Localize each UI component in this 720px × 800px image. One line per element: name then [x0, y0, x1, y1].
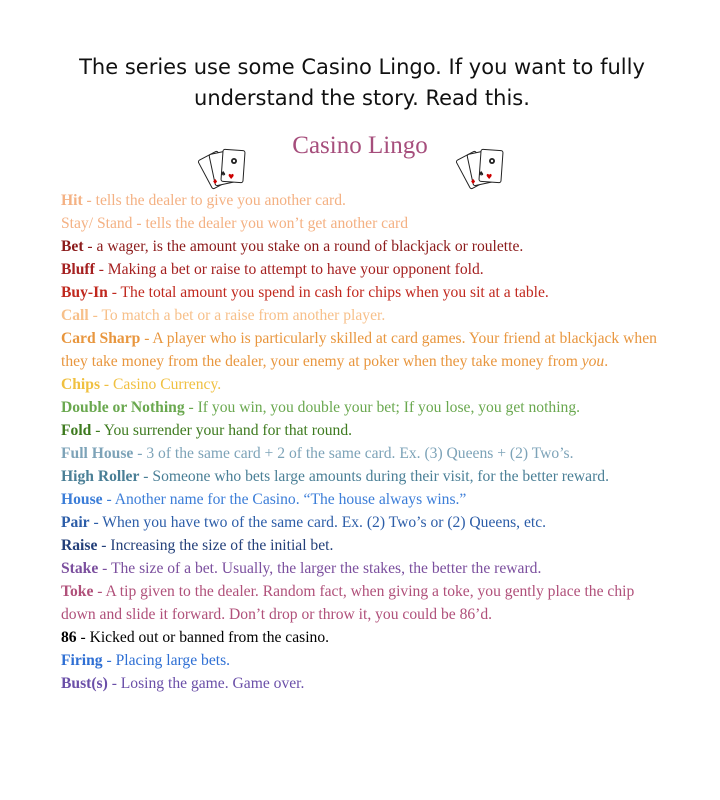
glossary-term: Buy-In: [61, 284, 108, 301]
glossary-definition: - tells the dealer you won’t get another card: [132, 215, 409, 232]
glossary-term: High Roller: [61, 468, 140, 485]
glossary-definition: - You surrender your hand for that round.: [91, 422, 353, 439]
glossary-definition: - a wager, is the amount you stake on a round of blackjack or roulette.: [83, 238, 524, 255]
glossary-entry: [61, 488, 661, 511]
glossary-entry: [61, 672, 661, 695]
glossary-entry: [61, 212, 661, 235]
svg-text:♦: ♦: [212, 178, 219, 186]
glossary-entry: [61, 373, 661, 396]
glossary-term: Bust(s): [61, 675, 108, 692]
glossary-definition: - Placing large bets.: [102, 652, 231, 669]
glossary-term: Fold: [61, 422, 92, 439]
heading-row: [0, 128, 720, 198]
glossary-term: Card Sharp: [61, 330, 141, 347]
glossary-entry: [61, 534, 661, 557]
glossary-entry: [61, 649, 661, 672]
glossary-definition: - Increasing the size of the initial bet.: [97, 537, 334, 554]
glossary-entry: [61, 304, 661, 327]
glossary-entry: [61, 442, 661, 465]
glossary-entry: [61, 235, 661, 258]
glossary-definition: - Another name for the Casino. “The house always wins.”: [102, 491, 467, 508]
page-title: Casino Lingo: [292, 132, 428, 159]
glossary-term: 86: [61, 629, 77, 646]
glossary-entry: [61, 189, 661, 212]
glossary-definition: - When you have two of the same card. Ex. (2) Two’s or (2) Queens, etc.: [89, 514, 547, 531]
glossary-term: Bet: [61, 238, 84, 255]
glossary-definition: - Losing the game. Game over.: [107, 675, 305, 692]
glossary-entry: [61, 419, 661, 442]
glossary-entry: [61, 557, 661, 580]
glossary-definition: - The size of a bet. Usually, the larger the stakes, the better the reward.: [98, 560, 542, 577]
glossary-term: Double or Nothing: [61, 399, 185, 416]
glossary-definition: - Casino Currency.: [100, 376, 222, 393]
glossary-term: Toke: [61, 583, 94, 600]
glossary-term: Call: [61, 307, 89, 324]
glossary-definition: - A tip given to the dealer. Random fact, when giving a toke, you gently place the chip down and slide it forward. Don’t drop or throw it, you could be 86’d.: [61, 583, 635, 623]
glossary-definition: - The total amount you spend in cash for chips when you sit at a table.: [107, 284, 549, 301]
glossary-term: Firing: [61, 652, 103, 669]
glossary-definition: - Making a bet or raise to attempt to have your opponent fold.: [94, 261, 484, 278]
glossary-entry: [61, 396, 661, 419]
glossary-definition: - tells the dealer to give you another card.: [82, 192, 346, 209]
glossary-entry: [61, 465, 661, 488]
glossary-term: Stake: [61, 560, 99, 577]
svg-text:♦: ♦: [470, 178, 477, 186]
glossary-entry: [61, 327, 661, 373]
glossary-term: Chips: [61, 376, 101, 393]
glossary-entry: [61, 258, 661, 281]
glossary-definition: - If you win, you double your bet; If you lose, you get nothing.: [184, 399, 581, 416]
glossary-term: House: [61, 491, 103, 508]
glossary-definition: - To match a bet or a raise from another player.: [88, 307, 386, 324]
glossary-definition: - A player who is particularly skilled at card games. Your friend at blackjack when they take money from the dealer, your enemy at poker when they take money from you.: [61, 330, 657, 370]
glossary-definition: - Kicked out or banned from the casino.: [76, 629, 330, 646]
glossary-definition: - 3 of the same card + 2 of the same card. Ex. (3) Queens + (2) Two’s.: [133, 445, 574, 462]
glossary-term: Hit: [61, 192, 83, 209]
glossary-list: [61, 189, 661, 695]
svg-text:♥: ♥: [228, 173, 235, 181]
glossary-term: Raise: [61, 537, 98, 554]
glossary-entry: [61, 281, 661, 304]
svg-text:♠: ♠: [478, 170, 485, 178]
glossary-definition: - Someone who bets large amounts during their visit, for the better reward.: [139, 468, 609, 485]
glossary-term: Stay/ Stand: [61, 215, 133, 232]
glossary-entry: [61, 580, 661, 626]
glossary-term: Full House: [61, 445, 134, 462]
intro-text: The series use some Casino Lingo. If you want to fully understand the story. Read this.: [79, 55, 645, 110]
glossary-entry: [61, 511, 661, 534]
glossary-entry: [61, 626, 661, 649]
svg-text:♥: ♥: [486, 173, 493, 181]
svg-text:♠: ♠: [220, 170, 227, 178]
glossary-term: Bluff: [61, 261, 95, 278]
glossary-term: Pair: [61, 514, 90, 531]
